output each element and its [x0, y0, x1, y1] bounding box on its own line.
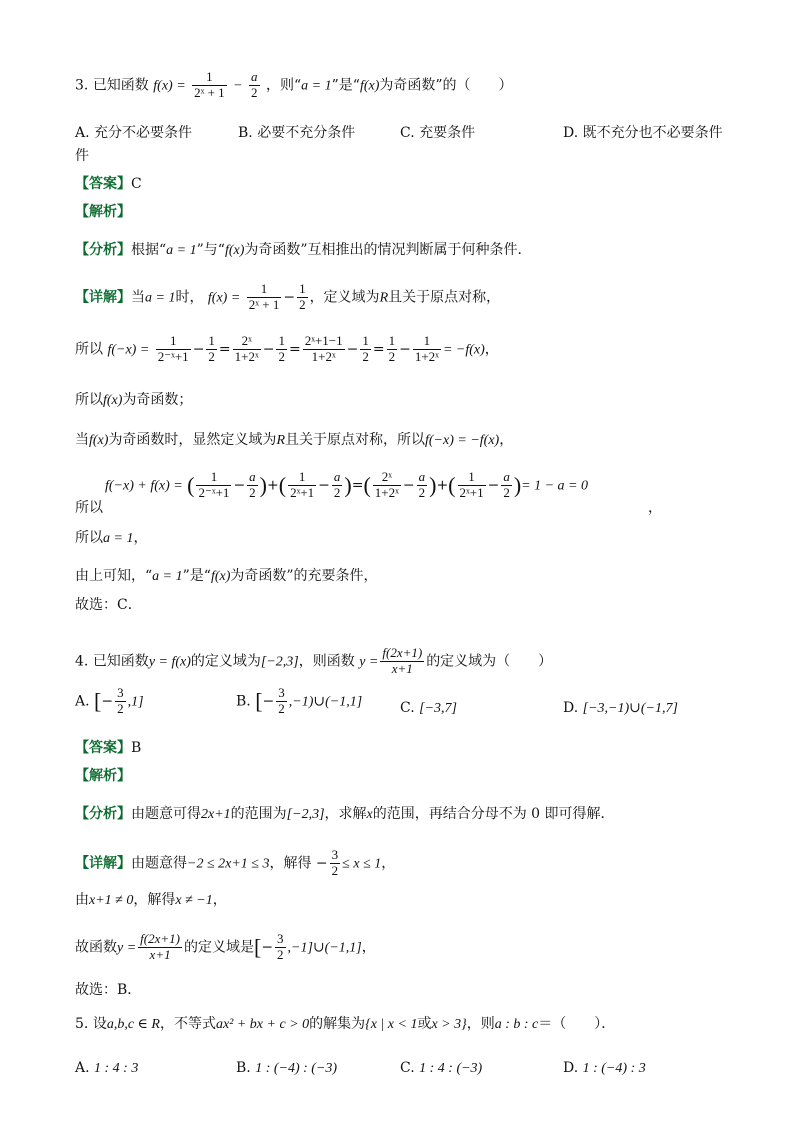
- q4-option-b[interactable]: B. [− $\frac{3}{2}$ ,−1)∪(−1,1]: [236, 685, 363, 716]
- q3-answer: 【答案】C: [75, 176, 142, 192]
- q3-stem: 3. 已知函数 f(x) = $\frac{1}{\text{2ˣ + 1}}$ − $\frac{a}{2}$ ，则“a = 1”是“f(x)为奇函数”的（ ）: [75, 69, 513, 100]
- q3-detail-1: 【详解】当a = 1时， f(x) = $\frac{1}{\text{2ˣ + 1}}$ − $\frac{1}{2}$ ，定义域为R且关于原点对称，: [75, 281, 501, 312]
- q3-converse: 当f(x)为奇函数时，显然定义域为R且关于原点对称，所以f(−x) = −f(x)，: [75, 432, 514, 448]
- q4-fenxi: 【分析】由题意可得2x+1的范围为[−2,3]，求解x的范围，再结合分母不为 0 即可得解．: [75, 806, 615, 822]
- q5-option-d[interactable]: D. 1 : (−4) : 3: [563, 1060, 646, 1076]
- q3-option-a[interactable]: A. 充分不必要条件: [75, 125, 193, 141]
- q4-option-a[interactable]: A. [− $\frac{3}{2}$ ,1]: [75, 685, 144, 716]
- q4-option-c[interactable]: C. [−3,7]: [400, 700, 457, 716]
- q4-detail-3: 故函数y = $\frac{f(2x+1)}{x+1}$ 的定义域是[− $\frac{3}{2}$ ,−1]∪(−1,1]，: [75, 931, 376, 962]
- q4-detail-1: 【详解】由题意得−2 ≤ 2x+1 ≤ 3，解得 − $\frac{3}{2}$ ≤ x ≤ 1，: [75, 847, 396, 878]
- q5-option-c[interactable]: C. 1 : 4 : (−3): [400, 1060, 483, 1076]
- q3-option-d[interactable]: D. 既不充分也不必要条件: [563, 125, 723, 141]
- q4-stem: 4. 已知函数y = f(x)的定义域为[−2,3]，则函数 y = $\frac{f(2x+1)}{x+1}$ 的定义域为（ ）: [75, 645, 553, 676]
- q3-sum-equation: f(−x) + f(x) = ( $\frac{1}{\text{2⁻ˣ+1}}$ − $\frac{a}{2}$ )+( $\frac{1}{\text{2ˣ+1}}$ − $\frac{a}{2}$ )=( $\frac{\text{2ˣ}}{\text{1+2ˣ}}$ − $\frac{a}{2}$ )+( $\frac{1}{\text{2ˣ+1}}$ − $\frac{a}{2}$ )= 1 − a = 0: [105, 469, 588, 500]
- q4-option-d[interactable]: D. [−3,−1)∪(−1,7]: [563, 700, 678, 716]
- q4-analysis-tag: 【解析】: [75, 768, 131, 784]
- q4-detail-2: 由x+1 ≠ 0，解得x ≠ −1，: [75, 892, 227, 908]
- q3-odd-conclusion: 所以f(x)为奇函数；: [75, 392, 193, 408]
- q3-sum-comma: ，: [648, 500, 662, 516]
- q3-option-b[interactable]: B. 必要不充分条件: [238, 125, 356, 141]
- q3-sum-prefix: 所以: [75, 500, 103, 516]
- q3-choice: 故选：C．: [75, 597, 142, 613]
- q5-option-a[interactable]: A. 1 : 4 : 3: [75, 1060, 139, 1076]
- q4-choice: 故选：B．: [75, 982, 142, 998]
- q3-fraction-1: $\frac{1}{\text{2ˣ + 1}}$: [194, 69, 225, 100]
- q3-conclusion: 由上可知，“a = 1”是“f(x)为奇函数”的充要条件，: [75, 568, 378, 584]
- q5-option-b[interactable]: B. 1 : (−4) : (−3): [236, 1060, 338, 1076]
- q3-a-equals-1: 所以a = 1，: [75, 530, 148, 546]
- q3-fenxi: 【分析】根据“a = 1”与“f(x)为奇函数”互相推出的情况判断属于何种条件．: [75, 242, 532, 258]
- q3-option-d-wrap: 件: [75, 148, 89, 164]
- q3-analysis-tag: 【解析】: [75, 204, 131, 220]
- q3-option-c[interactable]: C. 充要条件: [400, 125, 476, 141]
- q5-stem: 5. 设a,b,c ∈ R，不等式ax² + bx + c > 0的解集为{x | x < 1或x > 3}，则a : b : c＝（ ）．: [75, 1016, 616, 1032]
- q4-answer: 【答案】B: [75, 740, 142, 756]
- q3-fraction-2: $\frac{a}{2}$: [251, 69, 258, 100]
- q3-chain: 所以 f(−x) = $\frac{1}{\text{2⁻ˣ+1}}$ − $\frac{1}{2}$ = $\frac{\text{2ˣ}}{\text{1+2ˣ}}$ − $\frac{1}{2}$ = $\frac{\text{2ˣ+1−1}}{\text{1+2ˣ}}$ − $\frac{1}{2}$ = $\frac{1}{2}$ − $\frac{1}{\text{1+2ˣ}}$ = −f(x)，: [75, 333, 499, 364]
